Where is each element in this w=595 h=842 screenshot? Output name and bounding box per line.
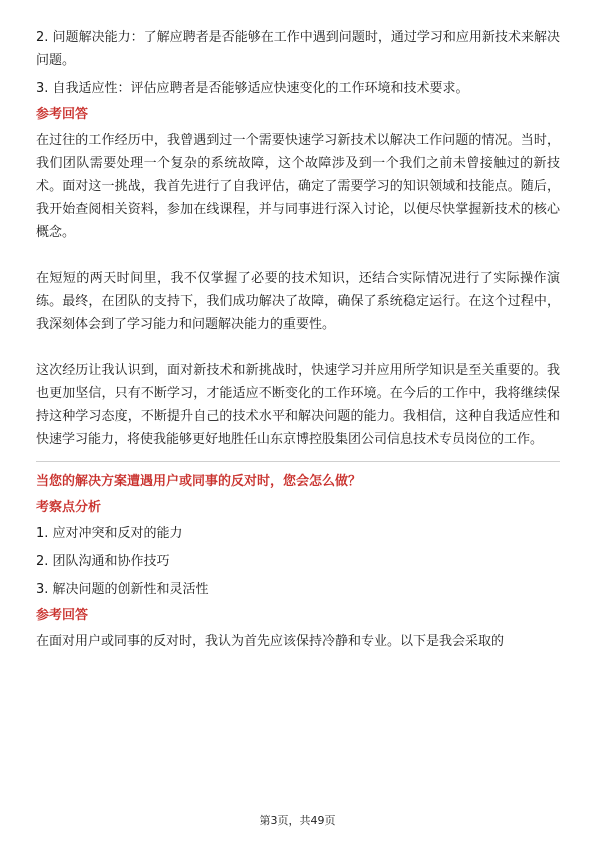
list-item: 2. 问题解决能力：了解应聘者是否能够在工作中遇到问题时，通过学习和应用新技术来解决问题。 bbox=[36, 30, 560, 68]
list-item: 2. 团队沟通和协作技巧 bbox=[36, 554, 170, 569]
list-item: 3. 自我适应性：评估应聘者是否能够适应快速变化的工作环境和技术要求。 bbox=[36, 81, 469, 96]
page-number: 第3页，共49页 bbox=[259, 814, 336, 827]
answer-paragraph: 在短短的两天时间里，我不仅掌握了必要的技术知识，还结合实际情况进行了实际操作演练。最终，在团队的支持下，我们成功解决了故障，确保了系统稳定运行。在这个过程中，我深刻体会到了学习能力和问题解决能力的重要性。 bbox=[36, 271, 560, 332]
analysis-heading: 考察点分析 bbox=[36, 500, 102, 515]
question-title: 当您的解决方案遭遇用户或同事的反对时，您会怎么做？ bbox=[36, 474, 362, 489]
answer-paragraph: 这次经历让我认识到，面对新技术和新挑战时，快速学习并应用所学知识是至关重要的。我也更加坚信，只有不断学习，才能适应不断变化的工作环境。在今后的工作中，我将继续保持这种学习态度，不断提升自己的技术水平和解决问题的能力。我相信，这种自我适应性和快速学习能力，将使我能够更好地胜任山东京博控股集团公司信息技术专员岗位的工作。 bbox=[36, 363, 560, 447]
list-item: 3. 解决问题的创新性和灵活性 bbox=[36, 582, 209, 597]
reference-answer-heading: 参考回答 bbox=[36, 107, 89, 122]
list-item: 1. 应对冲突和反对的能力 bbox=[36, 526, 183, 541]
section-divider bbox=[36, 461, 560, 462]
answer-paragraph: 在过往的工作经历中，我曾遇到过一个需要快速学习新技术以解决工作问题的情况。当时，我们团队需要处理一个复杂的系统故障，这个故障涉及到一个我们之前未曾接触过的新技术。面对这一挑战，我首先进行了自我评估，确定了需要学习的知识领域和技能点。随后，我开始查阅相关资料，参加在线课程，并与同事进行深入讨论，以便尽快掌握新技术的核心概念。 bbox=[36, 133, 560, 240]
reference-answer-heading: 参考回答 bbox=[36, 608, 89, 623]
document-body bbox=[36, 26, 560, 653]
answer-paragraph: 在面对用户或同事的反对时，我认为首先应该保持冷静和专业。以下是我会采取的 bbox=[36, 634, 505, 649]
